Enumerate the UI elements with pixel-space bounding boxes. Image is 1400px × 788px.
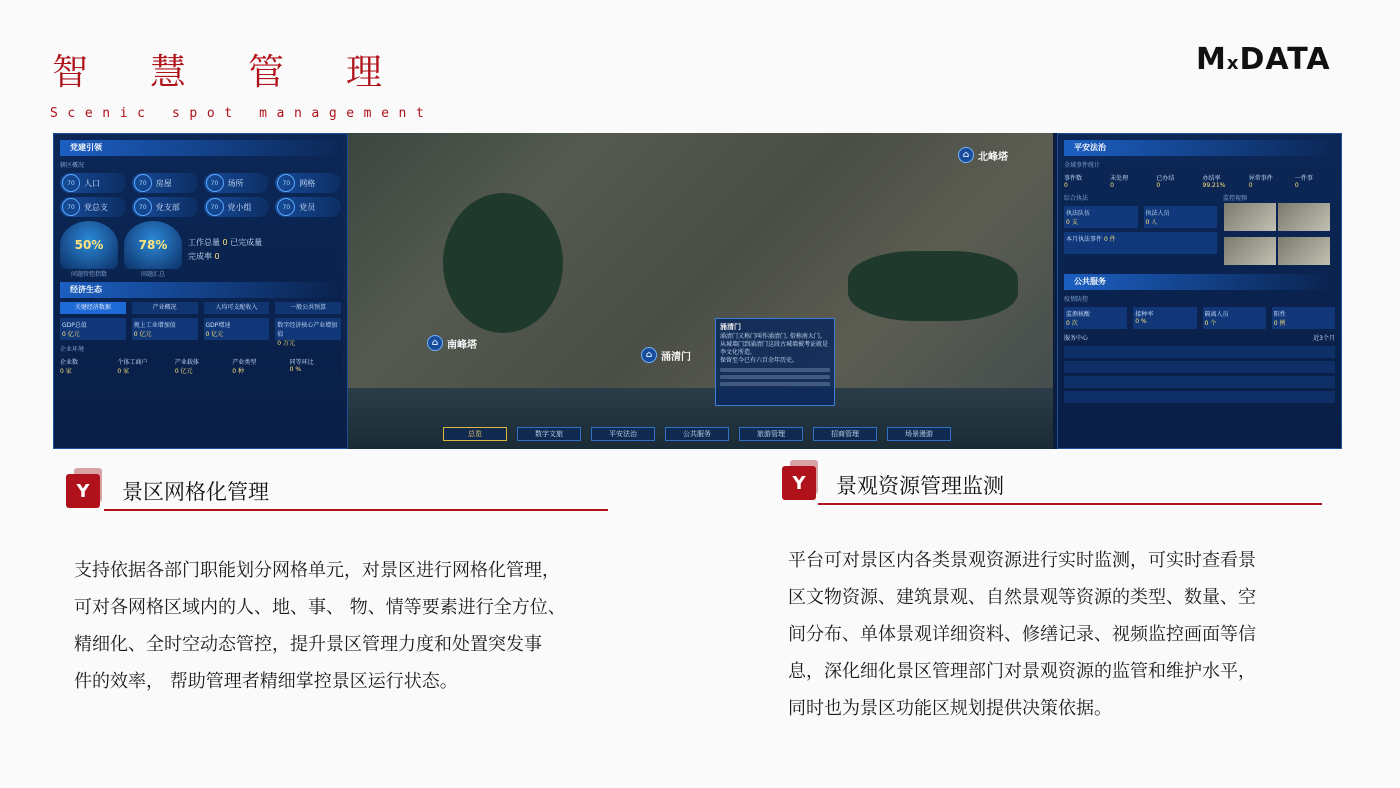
bottom-nav (443, 427, 951, 441)
epidemic-isolation: 隔离人员 0 个 (1203, 307, 1266, 329)
event-pending: 未处理 0 (1110, 175, 1129, 189)
video-feed[interactable] (1278, 203, 1330, 231)
table-row[interactable] (1064, 361, 1335, 373)
lake-east (848, 251, 1018, 321)
nav-overview[interactable]: 总览 (443, 427, 507, 441)
nav-scene-roam[interactable]: 场景漫游 (887, 427, 951, 441)
stat-party-group[interactable]: 70 党小组 (204, 197, 270, 217)
enterprise-type: 产业类型 0 种 (232, 359, 257, 375)
lake-west (443, 193, 563, 333)
work-total-value: 0 (222, 237, 228, 247)
table-label: 服务中心 (1064, 335, 1089, 342)
enterprise-individual: 个体工商户 0 家 (117, 359, 148, 375)
right-panel (1057, 133, 1342, 449)
tab-budget[interactable]: 一般公共预算 (275, 302, 341, 314)
gauge2-label: 问题汇总 (140, 271, 165, 278)
economy-panel-title: 经济生态 (60, 282, 341, 298)
tile-digital-economy: 数字经济核心产业增加值 0 万元 (275, 318, 341, 340)
event-abnormal: 异常事件 0 (1248, 175, 1273, 189)
section2-title: 景观资源管理监测 (836, 474, 1004, 498)
video-label: 监控视频 (1223, 195, 1248, 202)
section1-title: 景区网格化管理 (122, 480, 269, 504)
done-label: 已完成量 (230, 237, 263, 247)
nav-tourism-mgmt[interactable]: 旅游管理 (739, 427, 803, 441)
enterprise-carrier: 产业载体 0 亿元 (174, 359, 199, 375)
event-rate: 办结率 99.21% (1202, 175, 1226, 189)
map-info-popup (715, 318, 835, 406)
section1-underline (104, 509, 608, 511)
tile-gdp-growth: GDP增速 0 亿元 (204, 318, 270, 340)
stat-party-branch[interactable]: 70 党支部 (132, 197, 198, 217)
table-row[interactable] (1064, 346, 1335, 358)
map-label-gate[interactable] (641, 347, 691, 363)
work-total-label: 工作总量 (188, 237, 220, 247)
event-one-thing: 一件事 0 (1294, 175, 1313, 189)
section2-icon (782, 460, 818, 500)
page-subtitle: Scenic spot management (50, 106, 434, 121)
epidemic-vaccination: 接种率 0 % (1133, 307, 1196, 329)
stat-population[interactable]: 70 人口 (60, 173, 126, 193)
satellite-map (343, 133, 1053, 449)
enterprise-count: 企业数 0 家 (60, 359, 79, 375)
pagoda-icon: ⌂ (427, 335, 443, 351)
epidemic-positive: 阳性 0 例 (1272, 307, 1335, 329)
nav-digital-tourism[interactable]: 数字文旅 (517, 427, 581, 441)
tile-gdp: GDP总值 0 亿元 (60, 318, 126, 340)
gauge-control-index: 50% (60, 221, 118, 269)
video-feed[interactable] (1224, 203, 1276, 231)
enterprise-yoy: 同等环比 0 % (289, 359, 314, 373)
dashboard-screenshot (53, 133, 1342, 449)
enforce-label: 综合执法 (1064, 195, 1089, 202)
sprout-icon: Y (66, 474, 100, 508)
event-done: 已办结 0 (1156, 175, 1175, 189)
page-title: 智慧管理 (52, 52, 445, 93)
safety-panel-title: 平安法治 (1064, 140, 1335, 156)
brand-logo (1196, 42, 1331, 77)
events-label: 全域事件统计 (1064, 162, 1101, 169)
public-panel-title: 公共服务 (1064, 274, 1335, 290)
info-line: 从城墙门到涌清门这段古城墙被考证就是李文化所造, (720, 341, 829, 356)
north-label: 北峰塔 (978, 151, 1008, 163)
epidemic-label: 疫情防控 (1064, 296, 1089, 303)
stat-venues[interactable]: 70 场所 (204, 173, 270, 193)
event-total: 事件数 0 (1064, 175, 1083, 189)
south-label: 南峰塔 (447, 339, 477, 351)
sprout-icon: Y (782, 466, 816, 500)
info-line: 涌清门又称门叫作涌清门, 俗称南大门。 (720, 333, 826, 340)
tab-key-economy[interactable]: 关键经济数据 (60, 302, 126, 314)
nav-safety[interactable]: 平安法治 (591, 427, 655, 441)
stat-grid[interactable]: 70 网格 (275, 173, 341, 193)
map-label-south[interactable] (427, 335, 477, 351)
left-panel (53, 133, 348, 449)
table-row[interactable] (1064, 376, 1335, 388)
stat-housing[interactable]: 70 房屋 (132, 173, 198, 193)
video-feed[interactable] (1224, 237, 1276, 265)
info-line: 保留至今已有六百余年历史。 (720, 357, 799, 364)
section1-icon (66, 468, 102, 508)
period-dropdown[interactable]: 近3个月 (1313, 335, 1335, 342)
tab-income[interactable]: 人均可支配收入 (204, 302, 270, 314)
tab-industry[interactable]: 产业概况 (132, 302, 198, 314)
logo-x: x (1226, 53, 1240, 74)
section1-paragraph: 支持依据各部门职能划分网格单元，对景区进行网格化管理， 可对各网格区域内的人、地、事、 物、情等要素进行全方位、 精细化、全时空动态管控，提升景区管理力度和处置突发事 件的效率， 帮助管理者精细掌控景区运行状态。 (74, 560, 566, 692)
enforce-person: 执法人员 0 人 (1144, 206, 1218, 228)
gauge-summary: 78% (124, 221, 182, 269)
map-label-north[interactable] (958, 147, 1008, 163)
info-title: 涌清门 (720, 323, 741, 331)
grid-overview-label: 辖区概况 (60, 162, 85, 169)
tile-industry-value: 规上工业增加值 0 亿元 (132, 318, 198, 340)
stat-party-members[interactable]: 70 党员 (275, 197, 341, 217)
enterprise-label: 企业环境 (60, 346, 85, 353)
stat-party-general[interactable]: 70 党总支 (60, 197, 126, 217)
epidemic-tests: 监测核酸 0 次 (1064, 307, 1127, 329)
table-row[interactable] (1064, 391, 1335, 403)
rate-label: 完成率 (188, 251, 212, 261)
logo-m: M (1196, 42, 1227, 77)
party-panel-title: 党建引领 (60, 140, 341, 156)
section2-paragraph: 平台可对景区内各类景观资源进行实时监测，可实时查看景 区文物资源、建筑景观、自然景观等资源的类型、数量、空 间分布、单体景观详细资料、修缮记录、视频监控画面等信 息，深化细化景区管理部门对景观资源的监管和维护水平， 同时也为景区功能区规划提供决策依据。 (788, 550, 1256, 719)
nav-public-service[interactable]: 公共服务 (665, 427, 729, 441)
video-feed[interactable] (1278, 237, 1330, 265)
gate-label: 涌清门 (661, 351, 691, 363)
enforce-team: 执法队伍 0 支 (1064, 206, 1138, 228)
section2-underline (818, 503, 1322, 505)
monthly-cases: 本月执法事件 0 件 (1064, 232, 1217, 254)
nav-investment[interactable]: 招商管理 (813, 427, 877, 441)
pagoda-icon: ⌂ (958, 147, 974, 163)
rate-value: 0 (214, 251, 220, 261)
logo-data: DATA (1239, 42, 1331, 77)
gauge1-label: 问题管控指数 (70, 271, 107, 278)
gate-icon: ⌂ (641, 347, 657, 363)
